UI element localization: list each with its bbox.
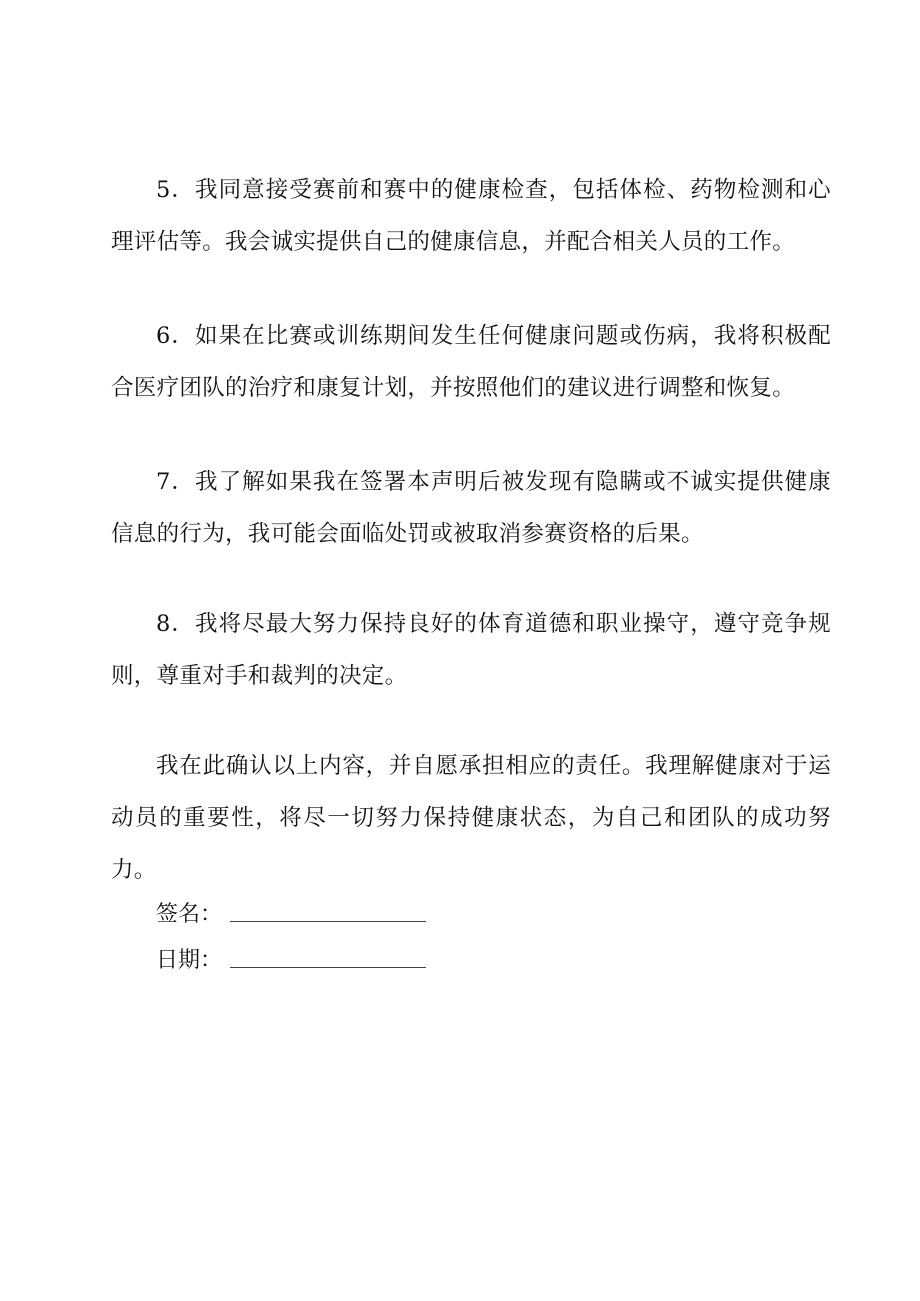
signature-line[interactable] (230, 920, 426, 922)
date-label: 日期： (156, 948, 223, 973)
declaration-item-5: 5．我同意接受赛前和赛中的健康检查，包括体检、药物检测和心理评估等。我会诚实提供自己的健康信息，并配合相关人员的工作。 (111, 177, 831, 255)
declaration-item-7: 7．我了解如果我在签署本声明后被发现有隐瞒或不诚实提供健康信息的行为，我可能会面临处罚或被取消参赛资格的后果。 (111, 469, 831, 547)
declaration-item-8: 8．我将尽最大努力保持良好的体育道德和职业操守，遵守竞争规则，尊重对手和裁判的决定。 (111, 611, 831, 689)
date-row (156, 940, 426, 974)
signature-label: 签名： (156, 902, 223, 927)
confirmation-paragraph: 我在此确认以上内容，并自愿承担相应的责任。我理解健康对于运动员的重要性，将尽一切努力保持健康状态，为自己和团队的成功努力。 (111, 753, 831, 883)
date-line[interactable] (230, 966, 426, 968)
declaration-item-6: 6．如果在比赛或训练期间发生任何健康问题或伤病，我将积极配合医疗团队的治疗和康复计划，并按照他们的建议进行调整和恢复。 (111, 323, 831, 401)
signature-row (156, 894, 426, 928)
